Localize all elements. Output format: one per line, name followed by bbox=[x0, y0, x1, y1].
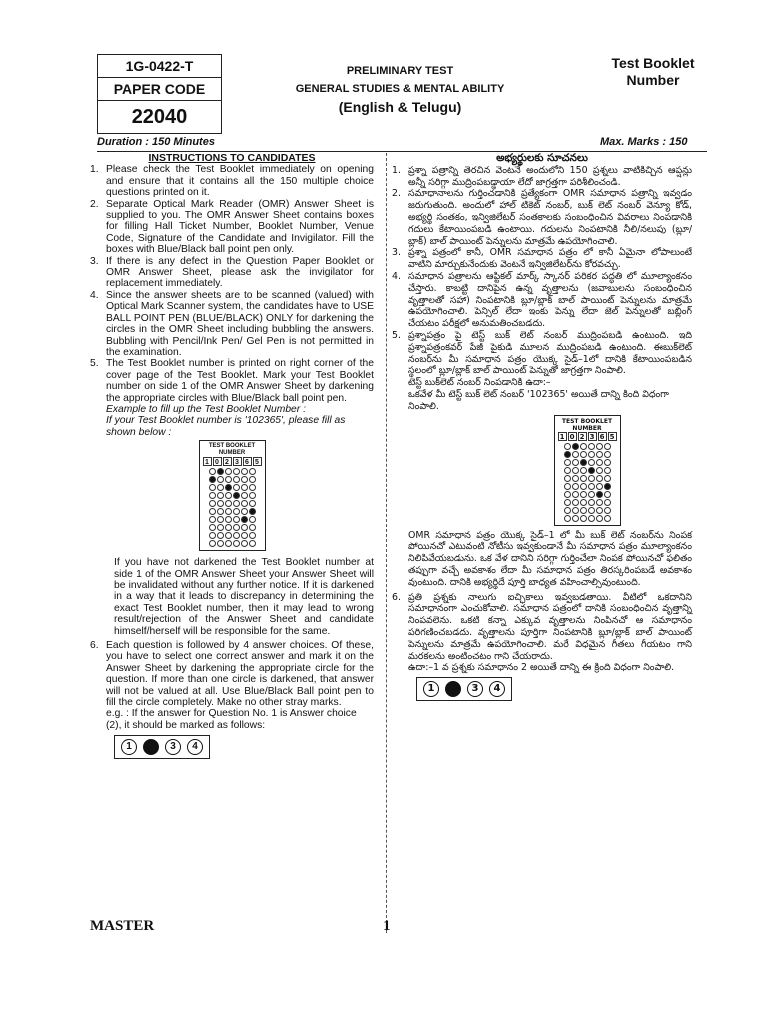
grid-bubble bbox=[572, 515, 579, 522]
grid-title: NUMBER bbox=[218, 450, 246, 457]
grid-bubble bbox=[572, 443, 579, 450]
grid-bubble bbox=[217, 484, 224, 491]
grid-bubble bbox=[596, 467, 603, 474]
grid-bubble bbox=[225, 500, 232, 507]
answer-choice-3: 3 bbox=[467, 681, 483, 697]
grid-bubble bbox=[233, 484, 240, 491]
telugu-item-2: 2. సమాధానాలను గుర్తించడానికి ప్రత్యేకంగా OMR సమాధాన పత్రాన్ని ఇవ్వడం జరుగుతుంది. అందులో హాల్ టికెట్ నంబర్, బుక్ లెట్ నంబర్ వెన్యూ కోడ్, అభ్యర్థి సంతకం, ఇన్విజిలేటర్ సంతకాలకు సంబంధించిన వివరాలు నింపడానికి గదులు కేటాయింపబడి ఉంటాయి. గదులను నింపటానికి నీలి/నలుపు (బ్లూ/బ్లాక్) బాల్ పాయింట్ పెన్నులను మాత్రమే ఉపయోగించాలి. bbox=[392, 188, 692, 247]
telugu-items bbox=[392, 165, 692, 377]
grid-bubble bbox=[217, 476, 224, 483]
grid-bubble bbox=[225, 492, 232, 499]
grid-digit-cell: 6 bbox=[598, 432, 607, 441]
grid-bubble bbox=[564, 499, 571, 506]
grid-bubble bbox=[564, 467, 571, 474]
english-item-4: 4. Since the answer sheets are to be scanned (valued) with Optical Mark Scanner system, the candidates have to USE BALL POINT PEN (BLUE/BLACK) ONLY for darkening the circles in the OMR Sheet including bubbling the answers. Bubbling with Pencil/Ink Pen/ Gel Pen is not permitted in the examination. bbox=[90, 289, 374, 358]
grid-bubble bbox=[249, 524, 256, 531]
telugu-item-6: 6. ప్రతి ప్రశ్నకు నాలుగు ఐచ్ఛికాలు ఇవ్వబడతాయి. వీటిలో ఒకదానిని సమాధానంగా ఎంచుకోవాలి. సమాధాన పత్రంలో దానికి సంబంధించిన వృత్తాన్ని నింపవలెను. ఒకటి కన్నా ఎక్కువ వృత్తాలను నింపినచో ఆ సమాధానం పరిగణించబడదు. వృత్తాలను పూర్తిగా నింపటానికి బ్లూ/బ్లాక్ బాల్ పాయింట్ పెన్నులను మాత్రమే ఉపయోగించాలి. మరే విధమైన గీతలు గీయటం గాని మరకలను అంటించటం గాని చేయరాదు. bbox=[392, 591, 692, 662]
grid-row bbox=[558, 499, 617, 506]
grid-bubble bbox=[241, 476, 248, 483]
grid-row bbox=[558, 507, 617, 514]
grid-bubble bbox=[588, 491, 595, 498]
grid-bubble bbox=[572, 451, 579, 458]
grid-row bbox=[558, 491, 617, 498]
english-example-1: Example to fill up the Test Booklet Number : bbox=[106, 403, 306, 415]
answer-choice-2 bbox=[143, 739, 159, 755]
grid-bubble bbox=[233, 524, 240, 531]
grid-bubble bbox=[596, 443, 603, 450]
grid-bubble bbox=[249, 476, 256, 483]
answer-choice-1: 1 bbox=[423, 681, 439, 697]
grid-row bbox=[203, 492, 262, 499]
english-item-5: 5. The Test Booklet number is printed on right corner of the cover page of the Test Booklet. Mark your Test Booklet number on side 1 of the OMR Answer Sheet by darkening the appropriate circles with Blue/Black ball point pen. bbox=[90, 358, 374, 404]
grid-bubble bbox=[572, 499, 579, 506]
english-item-3: 3. If there is any defect in the Question Paper Booklet or OMR Answer Sheet, please ask the invigilator for replacement immediately. bbox=[90, 255, 374, 290]
max-marks: Max. Marks : 150 bbox=[600, 136, 688, 148]
grid-bubble bbox=[233, 500, 240, 507]
grid-bubble bbox=[588, 459, 595, 466]
telugu-heading: అభ్యర్థులకు సూచనలు bbox=[496, 152, 588, 164]
footer-master: MASTER bbox=[90, 918, 155, 934]
grid-bubble bbox=[596, 507, 603, 514]
grid-row bbox=[203, 516, 262, 523]
grid-bubble bbox=[249, 500, 256, 507]
grid-bubble bbox=[604, 475, 611, 482]
answer-choice-4: 4 bbox=[187, 739, 203, 755]
telugu-item-5: 5. ప్రశ్నాపత్రం పై టెస్ట్ బుక్ లెట్ నంబర్ ముద్రింపబడి ఉంటుంది. ఇది ప్రశ్నాపత్రంకవర్ పేజీ పైకుడి మూలన ముద్రింపబడి ఉంటుంది. ఈబుక్‌లెట్ నంబర్‌ను మీ సమాధాన పత్రం యొక్క సైడ్–1లో దానికి కేటాయింపబడిన స్థలంలో బ్లూ/బ్లాక్ బాల్ పాయింట్ పెన్నుతో జాగ్రత్తగా నింపాలి. bbox=[392, 329, 692, 377]
grid-digit-cell: 3 bbox=[233, 457, 242, 466]
grid-bubble bbox=[596, 499, 603, 506]
grid-row bbox=[558, 467, 617, 474]
grid-title: TEST BOOKLET bbox=[208, 443, 256, 450]
booklet-number-grid bbox=[199, 440, 266, 551]
grid-bubble bbox=[572, 467, 579, 474]
grid-bubble bbox=[580, 451, 587, 458]
grid-bubble bbox=[209, 508, 216, 515]
answer-choice-1: 1 bbox=[121, 739, 137, 755]
grid-bubble bbox=[241, 508, 248, 515]
grid-bubble bbox=[580, 475, 587, 482]
grid-bubble bbox=[580, 443, 587, 450]
grid-bubble bbox=[225, 524, 232, 531]
grid-bubble bbox=[209, 540, 216, 547]
grid-bubble bbox=[604, 459, 611, 466]
grid-bubble bbox=[596, 515, 603, 522]
english-eg: e.g. : If the answer for Question No. 1 is Answer choice (2), it should be marked as follows: bbox=[106, 708, 357, 731]
grid-bubble bbox=[588, 451, 595, 458]
grid-row bbox=[558, 459, 617, 466]
grid-digit-cell: 3 bbox=[588, 432, 597, 441]
booklet-number-grid bbox=[554, 415, 621, 526]
grid-bubble bbox=[588, 475, 595, 482]
grid-digit-cell: 2 bbox=[578, 432, 587, 441]
grid-bubble bbox=[580, 467, 587, 474]
grid-bubble bbox=[596, 491, 603, 498]
grid-bubble bbox=[564, 491, 571, 498]
grid-bubble bbox=[596, 459, 603, 466]
grid-bubble bbox=[564, 443, 571, 450]
grid-digit-cell: 1 bbox=[558, 432, 567, 441]
grid-bubble bbox=[604, 467, 611, 474]
grid-bubble bbox=[596, 475, 603, 482]
grid-bubble bbox=[217, 508, 224, 515]
grid-bubble bbox=[580, 515, 587, 522]
telugu-after-grid: OMR సమాధాన పత్రం యొక్క సైడ్–1 లో మీ బుక్ లెట్ నంబర్‌ను నింపక పోయినచో ఎటువంటి నోటీసు ఇవ్వకుండానే మీ సమాధాన పత్రం మూల్యాంకనం నిలిపివేయబడును. ఒక వేళ దానిని సరిగ్గా గుర్తించేలా నింపక పోయినచో ఫలితం తప్పుగా వచ్చే అవకాశం లేదా మీ సమాధాన పత్రం తిరస్కరింపబడే అవకాశం వుంటుంది. దానికి అభ్యర్థిదే పూర్తి బాధ్యత వహించాల్సివుంటుంది. bbox=[408, 529, 692, 588]
english-item-1: 1. Please check the Test Booklet immediately on opening and ensure that it contains all the 150 multiple choice questions printed on it. bbox=[90, 164, 374, 199]
grid-title: NUMBER bbox=[572, 424, 602, 432]
grid-row bbox=[558, 515, 617, 522]
grid-bubble bbox=[241, 524, 248, 531]
grid-bubble bbox=[572, 507, 579, 514]
telugu-item-1: 1. ప్రశ్నా పత్రాన్ని తెరచిన వెంటనే అందులోని 150 ప్రశ్నలు వాటికిచ్చిన ఆప్షన్లు అన్నీ సరిగ్గా ముద్రింపబడ్డాయా లేదో జాగ్రత్తగా పరిశీలించండి. bbox=[392, 164, 692, 188]
grid-bubble bbox=[249, 508, 256, 515]
grid-row bbox=[558, 451, 617, 458]
grid-bubble bbox=[233, 508, 240, 515]
paper-code-box bbox=[97, 54, 222, 134]
grid-digit-cell: 5 bbox=[253, 457, 262, 466]
grid-bubble bbox=[249, 540, 256, 547]
grid-bubble bbox=[588, 443, 595, 450]
subject-title: GENERAL STUDIES & MENTAL ABILITY bbox=[295, 83, 505, 95]
grid-bubble bbox=[241, 500, 248, 507]
grid-digit-cell: 2 bbox=[223, 457, 232, 466]
grid-bubble bbox=[249, 484, 256, 491]
grid-row bbox=[558, 443, 617, 450]
grid-bubble bbox=[249, 516, 256, 523]
paper-code-value: 22040 bbox=[131, 106, 188, 128]
grid-row bbox=[203, 540, 262, 547]
grid-bubble bbox=[572, 475, 579, 482]
grid-row bbox=[203, 524, 262, 531]
grid-digit-cell: 0 bbox=[568, 432, 577, 441]
grid-row bbox=[203, 468, 262, 475]
telugu-item-4: 4. సమాధాన పత్రాలను ఆప్టికల్ మార్క్ స్కానర్ పరికర పద్ధతి లో మూల్యాంకనం చేస్తారు. కాబట్టి దానిపైన ఉన్న వృత్తాలను (జవాబులను సంబంధించిన వృత్తాలతో సహా) నింపటానికి బ్లూ/బ్లాక్ బాల్ పాయింట్ పెన్నులను మాత్రమే ఉపయోగించాలి. పెన్సిల్ లేదా ఇంకు పెన్ను లేదా జెల్ పెన్నులతో బబ్లింగ్ చేయటం పరీక్షలో అనుమతించబడదు. bbox=[392, 270, 692, 330]
grid-bubble bbox=[604, 443, 611, 450]
grid-bubble bbox=[225, 516, 232, 523]
grid-bubble bbox=[604, 451, 611, 458]
grid-bubble bbox=[241, 516, 248, 523]
test-title: PRELIMINARY TEST bbox=[346, 65, 454, 77]
grid-bubble bbox=[572, 459, 579, 466]
grid-bubble bbox=[580, 459, 587, 466]
grid-bubble bbox=[596, 483, 603, 490]
grid-bubble bbox=[209, 468, 216, 475]
grid-row bbox=[558, 475, 617, 482]
grid-bubble bbox=[233, 492, 240, 499]
grid-bubble bbox=[588, 515, 595, 522]
answer-choice-4: 4 bbox=[489, 681, 505, 697]
grid-bubble bbox=[217, 468, 224, 475]
english-item-6: 6. Each question is followed by 4 answer choices. Of these, you have to select one correct answer and mark it on the Answer Sheet by darkening the appropriate circle for the question. If more than one circle is darkened, that answer will not be valued at all. Use Blue/Black Ball point pen to fill the circle completely. Make no other stray marks. bbox=[90, 640, 374, 709]
grid-title: TEST BOOKLET bbox=[561, 417, 613, 425]
grid-bubble bbox=[217, 492, 224, 499]
grid-bubble bbox=[580, 491, 587, 498]
grid-bubble bbox=[604, 483, 611, 490]
grid-bubble bbox=[249, 532, 256, 539]
grid-bubble bbox=[241, 468, 248, 475]
grid-row bbox=[203, 476, 262, 483]
grid-bubble bbox=[209, 484, 216, 491]
grid-bubble bbox=[209, 516, 216, 523]
answer-choice-3: 3 bbox=[165, 739, 181, 755]
page-number: 1 bbox=[383, 918, 391, 934]
grid-bubble bbox=[225, 476, 232, 483]
grid-bubble bbox=[209, 532, 216, 539]
answer-choice-2 bbox=[445, 681, 461, 697]
grid-bubble bbox=[588, 483, 595, 490]
series-code: 1G-0422-T bbox=[98, 55, 221, 78]
grid-bubble bbox=[564, 507, 571, 514]
grid-bubble bbox=[249, 492, 256, 499]
grid-bubble bbox=[241, 484, 248, 491]
english-example-2: If your Test Booklet number is '102365', please fill as shown below : bbox=[106, 415, 346, 438]
grid-bubble bbox=[217, 500, 224, 507]
grid-bubble bbox=[588, 507, 595, 514]
grid-row bbox=[203, 484, 262, 491]
duration: Duration : 150 Minutes bbox=[97, 136, 215, 148]
grid-bubble bbox=[564, 475, 571, 482]
grid-digit-cell: 0 bbox=[213, 457, 222, 466]
grid-bubble bbox=[233, 540, 240, 547]
column-divider bbox=[386, 153, 387, 933]
english-after-grid: If you have not darkened the Test Booklet number at side 1 of the OMR Answer Sheet your Answer Sheet will be invalidated without any further notice. If it is darkened in a way that it leads to discrepancy in determining the exact Test Booklet number, then it may lead to wrong result/rejection of the Answer Sheet and candidate himself/herself will be responsible for the same. bbox=[114, 557, 374, 637]
grid-bubble bbox=[233, 468, 240, 475]
answer-example bbox=[114, 735, 210, 759]
grid-bubble bbox=[209, 500, 216, 507]
telugu-item-3: 3. ప్రశ్నా పత్రంలో కానీ, OMR సమాధాన పత్రం లో కానీ ఏమైనా లోపాలుంటే వాటిని మార్చుకునేందుకు వెంటనే ఇన్విజిలేటర్‌ను కోరవచ్చు. bbox=[392, 247, 692, 271]
grid-bubble bbox=[225, 484, 232, 491]
grid-bubble bbox=[209, 476, 216, 483]
grid-bubble bbox=[564, 451, 571, 458]
grid-bubble bbox=[233, 532, 240, 539]
grid-bubble bbox=[233, 516, 240, 523]
grid-bubble bbox=[580, 499, 587, 506]
grid-bubble bbox=[249, 468, 256, 475]
grid-digit-cell: 1 bbox=[203, 457, 212, 466]
grid-bubble bbox=[564, 515, 571, 522]
booklet-number-label: Test Booklet Number bbox=[611, 55, 695, 88]
grid-digit-cell: 6 bbox=[243, 457, 252, 466]
grid-bubble bbox=[564, 483, 571, 490]
paper-code-label: PAPER CODE bbox=[98, 78, 221, 101]
grid-bubble bbox=[604, 515, 611, 522]
english-item-2: 2. Separate Optical Mark Reader (OMR) Answer Sheet is supplied to you. The OMR Answer Sheet contains boxes for filling Hall Ticket Number, Booklet Number, Venue Code, Signature of the Candidate and Invigilator. Fill the boxes with Blue/Black ball point pen only. bbox=[90, 198, 374, 256]
grid-bubble bbox=[217, 540, 224, 547]
telugu-instructions bbox=[392, 153, 692, 701]
telugu-eg: ఉదా:–1 వ ప్రశ్నకు సమాధానం 2 అయితే దాన్ని ఈ క్రింది విధంగా నింపాలి. bbox=[408, 662, 675, 674]
grid-bubble bbox=[241, 540, 248, 547]
english-instructions bbox=[90, 153, 374, 759]
grid-bubble bbox=[580, 483, 587, 490]
grid-row bbox=[203, 508, 262, 515]
grid-bubble bbox=[225, 468, 232, 475]
grid-row bbox=[558, 483, 617, 490]
grid-bubble bbox=[572, 491, 579, 498]
grid-bubble bbox=[604, 499, 611, 506]
english-items bbox=[90, 164, 374, 404]
grid-bubble bbox=[588, 467, 595, 474]
grid-bubble bbox=[604, 507, 611, 514]
grid-bubble bbox=[209, 492, 216, 499]
grid-bubble bbox=[580, 507, 587, 514]
grid-bubble bbox=[596, 451, 603, 458]
grid-bubble bbox=[241, 532, 248, 539]
telugu-example-2: ఒకవేళ మీ టెస్ట్ బుక్ లెట్ నంబర్ '102365' అయితే దాన్ని కింది విధంగా నింపాలి. bbox=[408, 388, 669, 412]
grid-row bbox=[203, 532, 262, 539]
grid-digit-cell: 5 bbox=[608, 432, 617, 441]
grid-bubble bbox=[209, 524, 216, 531]
grid-bubble bbox=[588, 499, 595, 506]
language-title: (English & Telugu) bbox=[338, 99, 462, 115]
grid-bubble bbox=[217, 516, 224, 523]
telugu-example-1: టెస్ట్ బుక్‌లెట్ నంబర్ నింపడానికి ఉదా:– bbox=[408, 377, 551, 389]
grid-row bbox=[203, 500, 262, 507]
grid-bubble bbox=[217, 532, 224, 539]
grid-bubble bbox=[225, 508, 232, 515]
english-heading: INSTRUCTIONS TO CANDIDATES bbox=[148, 152, 316, 164]
grid-bubble bbox=[572, 483, 579, 490]
grid-bubble bbox=[225, 532, 232, 539]
grid-bubble bbox=[217, 524, 224, 531]
grid-bubble bbox=[233, 476, 240, 483]
answer-example bbox=[416, 677, 512, 701]
grid-bubble bbox=[604, 491, 611, 498]
grid-bubble bbox=[564, 459, 571, 466]
grid-bubble bbox=[241, 492, 248, 499]
grid-bubble bbox=[225, 540, 232, 547]
